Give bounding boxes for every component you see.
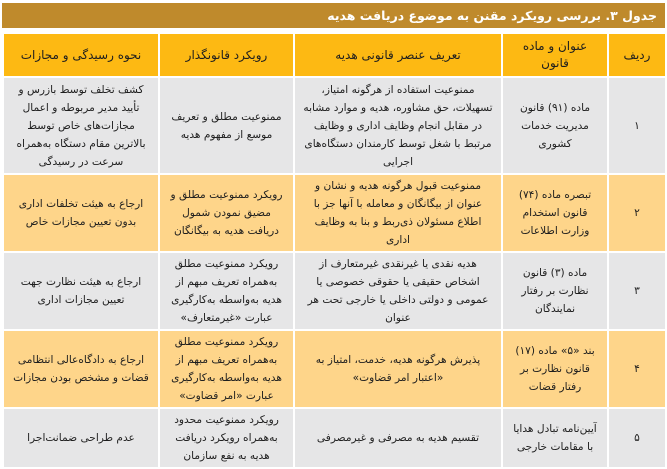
table-row (3, 408, 666, 468)
cell-penalty: ارجاع به هیئت نظارت جهت تعیین مجازات اداری (3, 252, 159, 330)
header-approach: رویکرد قانونگذار (159, 33, 294, 77)
cell-penalty: عدم طراحی ضمانت‌اجرا (3, 408, 159, 468)
table-title: جدول ۳. بررسی رویکرد مقنن به موضوع دریافت هدیه (2, 3, 665, 28)
cell-approach: رویکرد ممنوعیت مطلق به‌همراه تعریف مبهم از هدیه به‌واسطه به‌کارگیری عبارت «غیرمتعارف» (159, 252, 294, 330)
cell-index: ۳ (608, 252, 666, 330)
cell-penalty: ارجاع به دادگاه‌عالی انتظامی قضات و مشخص بودن مجازات (3, 330, 159, 408)
cell-penalty: ارجاع به هیئت تخلفات اداری بدون تعیین مجازات خاص (3, 174, 159, 252)
table-row (3, 174, 666, 252)
header-law: عنوان و ماده قانون (502, 33, 608, 77)
table-row (3, 77, 666, 174)
cell-approach: رویکرد ممنوعیت محدود به‌همراه رویکرد دریافت هدیه به نفع سازمان (159, 408, 294, 468)
header-penalty: نحوه رسیدگی و مجازات (3, 33, 159, 77)
table-row (3, 252, 666, 330)
gift-law-table (2, 32, 667, 469)
header-definition: تعریف عنصر قانونی هدیه (294, 33, 502, 77)
cell-definition: ممنوعیت قبول هرگونه هدیه و نشان و عنوان از بیگانگان و معامله با آنها جز با اطلاع مسئولان ذی‌ربط و بنا به وظایف اداری (294, 174, 502, 252)
cell-law: ماده (۳) قانون نظارت بر رفتار نمایندگان (502, 252, 608, 330)
cell-index: ۱ (608, 77, 666, 174)
header-index: ردیف (608, 33, 666, 77)
cell-approach: رویکرد ممنوعیت مطلق به‌همراه تعریف مبهم از هدیه به‌واسطه به‌کارگیری عبارت «امر قضاوت» (159, 330, 294, 408)
header-row (3, 33, 666, 77)
cell-definition: هدیه نقدی یا غیرنقدی غیرمتعارف از اشخاص حقیقی یا حقوقی خصوصی یا عمومی و دولتی داخلی یا خارجی تحت هر عنوان (294, 252, 502, 330)
cell-index: ۵ (608, 408, 666, 468)
table-row (3, 330, 666, 408)
cell-index: ۴ (608, 330, 666, 408)
cell-definition: پذیرش هرگونه هدیه، خدمت، امتیاز به «اعتبار امر قضاوت» (294, 330, 502, 408)
cell-index: ۲ (608, 174, 666, 252)
cell-definition: تقسیم هدیه به مصرفی و غیرمصرفی (294, 408, 502, 468)
cell-approach: ممنوعیت مطلق و تعریف موسع از مفهوم هدیه (159, 77, 294, 174)
cell-law: بند «۵» ماده (۱۷) قانون نظارت بر رفتار قضات (502, 330, 608, 408)
cell-law: ماده (۹۱) قانون مدیریت خدمات کشوری (502, 77, 608, 174)
cell-approach: رویکرد ممنوعیت مطلق و مضیق نمودن شمول دریافت هدیه به بیگانگان (159, 174, 294, 252)
cell-definition: ممنوعیت استفاده از هرگونه امتیاز، تسهیلات، حق مشاوره، هدیه و موارد مشابه در مقابل انجام وظایف اداری و وظایف مرتبط با شغل توسط کارمندان دستگاه‌های اجرایی (294, 77, 502, 174)
cell-law: آیین‌نامه تبادل هدایا با مقامات خارجی (502, 408, 608, 468)
cell-penalty: کشف تخلف توسط بازرس و تأیید مدیر مربوطه و اعمال مجازات‌های خاص توسط بالاترین مقام دستگاه به‌همراه سرعت در رسیدگی (3, 77, 159, 174)
cell-law: تبصره ماده (۷۴) قانون استخدام وزارت اطلاعات (502, 174, 608, 252)
